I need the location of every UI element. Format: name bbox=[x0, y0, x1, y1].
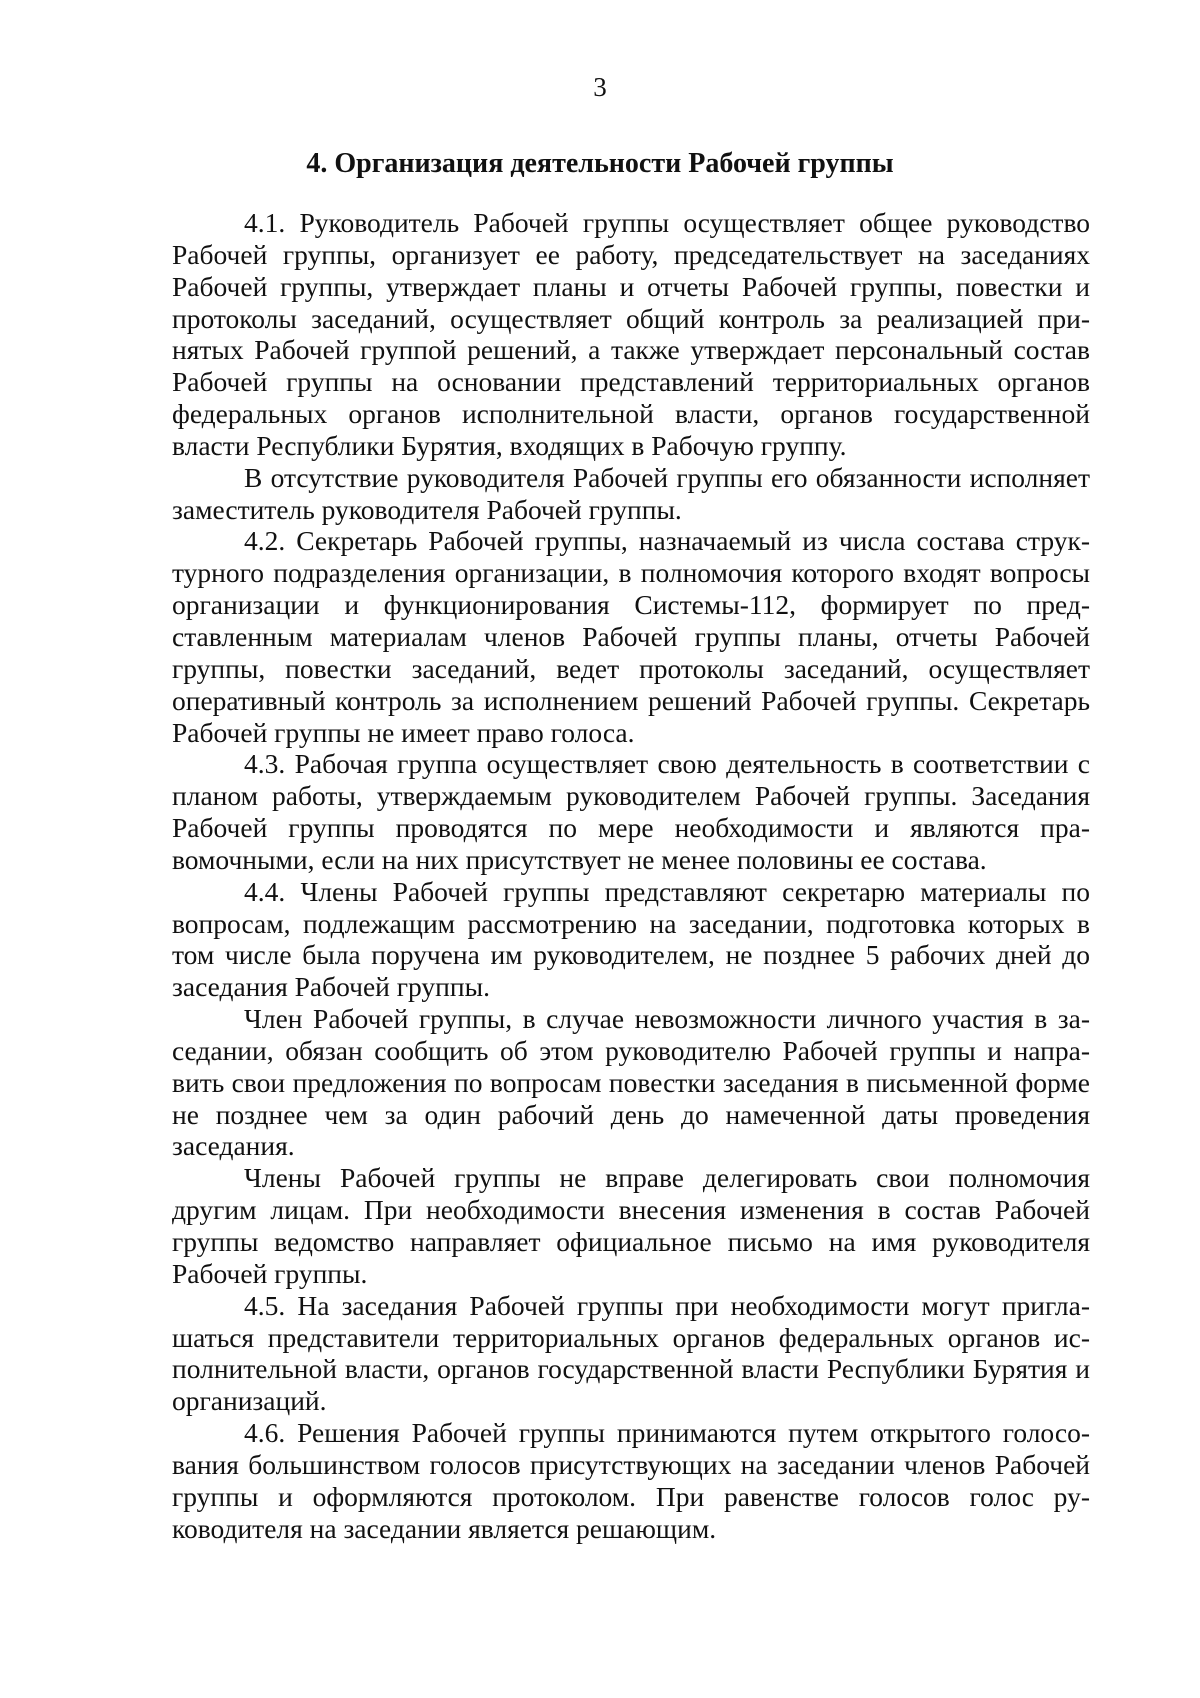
paragraph-4-2: 4.2. Секретарь Рабочей группы, назначаемый из числа состава структурного подразделения организации, в полномочия которого входят вопросы организации и функционирования Системы-112, формирует по представленным материалам членов Рабочей группы планы, отчеты Рабочей группы, повестки заседаний, ведет протоколы заседаний, осуществляет оперативный контроль за исполнением решений Рабочей группы. Секретарь Рабочей группы не имеет право голоса. bbox=[172, 525, 1090, 748]
paragraph-4-5: 4.5. На заседания Рабочей группы при необходимости могут приглашаться представители территориальных органов федеральных органов исполнительной власти, органов государственной власти Республики Бурятия и организаций. bbox=[172, 1289, 1090, 1417]
paragraph-4-4-delegation: Члены Рабочей группы не вправе делегировать свои полномочия другим лицам. При необходимости внесения изменения в состав Рабочей группы ведомство направляет официальное письмо на имя руководителя Рабочей группы. bbox=[172, 1162, 1090, 1289]
section-title: 4. Организация деятельности Рабочей группы bbox=[306, 148, 894, 179]
paragraph-4-6: 4.6. Решения Рабочей группы принимаются путем открытого голосования большинством голосов присутствующих на заседании членов Рабочей группы и оформляются протоколом. При равенстве голосов голос руководителя на заседании является решающим. bbox=[172, 1417, 1090, 1544]
paragraph-4-3: 4.3. Рабочая группа осуществляет свою деятельность в соответствии с планом работы, утверждаемым руководителем Рабочей группы. Заседания Рабочей группы проводятся по мере необходимости и являются правомочными, если на них присутствует не менее половины ее состава. bbox=[172, 748, 1090, 875]
document-body bbox=[172, 207, 1090, 1544]
paragraph-4-1-deputy: В отсутствие руководителя Рабочей группы его обязанности исполняет заместитель руководителя Рабочей группы. bbox=[172, 461, 1090, 525]
paragraph-4-1: 4.1. Руководитель Рабочей группы осуществляет общее руководство Рабочей группы, организует ее работу, председательствует на заседаниях Рабочей группы, утверждает планы и отчеты Рабочей группы, повестки и протоколы заседаний, осуществляет общий контроль за реализацией принятых Рабочей группой решений, а также утверждает персональный состав Рабочей группы на основании представлений территориальных органов федеральных органов исполнительной власти, органов государственной власти Республики Бурятия, входящих в Рабочую группу. bbox=[172, 207, 1090, 461]
page-number: 3 bbox=[593, 72, 607, 102]
paragraph-4-4: 4.4. Члены Рабочей группы представляют секретарю материалы по вопросам, подлежащим рассмотрению на заседании, подготовка которых в том числе была поручена им руководителем, не позднее 5 рабочих дней до заседания Рабочей группы. bbox=[172, 875, 1090, 1003]
paragraph-4-4-absence: Член Рабочей группы, в случае невозможности личного участия в заседании, обязан сообщить об этом руководителю Рабочей группы и направить свои предложения по вопросам повестки заседания в письменной форме не позднее чем за один рабочий день до намеченной даты проведения заседания. bbox=[172, 1003, 1090, 1162]
